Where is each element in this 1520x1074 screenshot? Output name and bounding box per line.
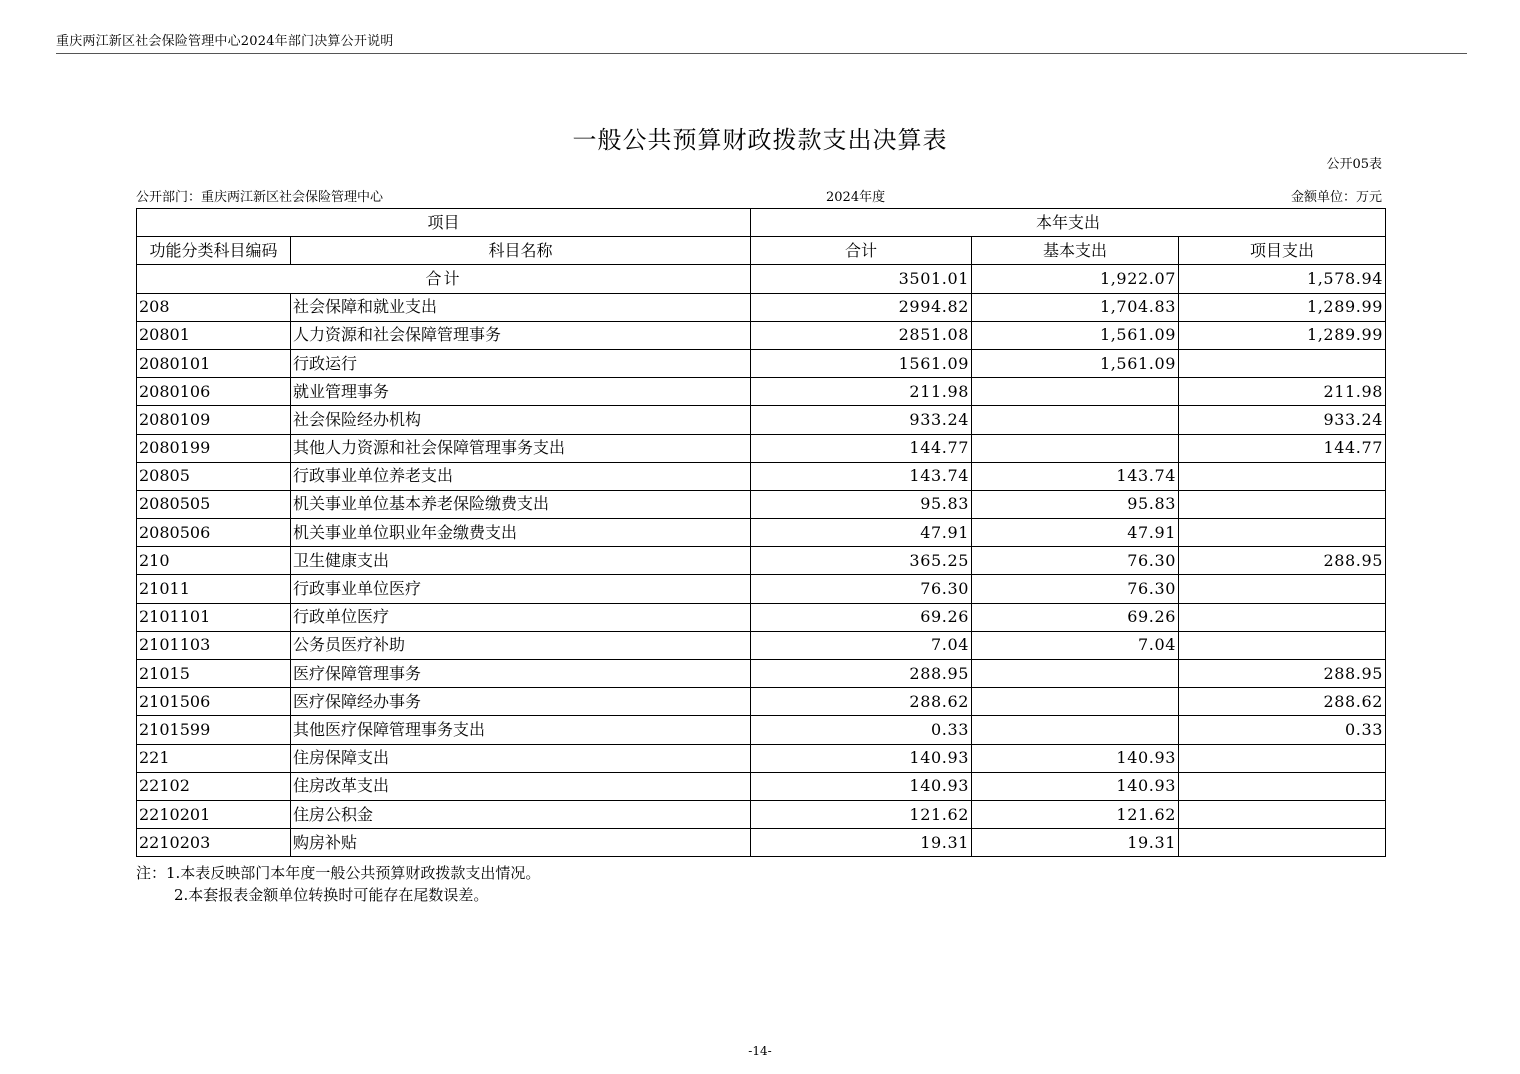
form-code: 公开05表: [1326, 157, 1382, 172]
row-code: 2101599: [137, 716, 291, 744]
row-name: 住房公积金: [291, 800, 751, 828]
row-basic: 47.91: [972, 519, 1179, 547]
row-basic: [972, 434, 1179, 462]
table-row: [137, 349, 1386, 377]
row-code: 2080109: [137, 406, 291, 434]
row-name: 医疗保障管理事务: [291, 660, 751, 688]
row-basic: [972, 406, 1179, 434]
row-basic: 1,561.09: [972, 321, 1179, 349]
row-basic: 7.04: [972, 631, 1179, 659]
table-row: [137, 688, 1386, 716]
row-total: 76.30: [751, 575, 972, 603]
page-number: -14-: [748, 1044, 772, 1058]
table-row: [137, 378, 1386, 406]
table-row: [137, 406, 1386, 434]
row-basic: 121.62: [972, 800, 1179, 828]
table-body: [137, 265, 1386, 857]
row-code: 2101101: [137, 603, 291, 631]
row-total: 47.91: [751, 519, 972, 547]
total-amount: 3501.01: [751, 265, 972, 293]
meta-row: [136, 186, 1382, 206]
row-project: [1179, 490, 1386, 518]
row-total: 7.04: [751, 631, 972, 659]
row-code: 21015: [137, 660, 291, 688]
row-code: 20801: [137, 321, 291, 349]
table-notes: [136, 862, 540, 906]
row-code: 2210203: [137, 829, 291, 857]
row-basic: 140.93: [972, 772, 1179, 800]
row-name: 行政单位医疗: [291, 603, 751, 631]
row-name: 住房改革支出: [291, 772, 751, 800]
table-row: [137, 603, 1386, 631]
row-project: [1179, 603, 1386, 631]
total-row: [137, 265, 1386, 293]
table-row: [137, 631, 1386, 659]
column-header-project: 项目支出: [1179, 237, 1386, 265]
row-total: 211.98: [751, 378, 972, 406]
row-project: 288.62: [1179, 688, 1386, 716]
row-basic: 69.26: [972, 603, 1179, 631]
row-project: 288.95: [1179, 547, 1386, 575]
document-title: 一般公共预算财政拨款支出决算表: [572, 126, 948, 154]
row-project: [1179, 519, 1386, 547]
table-row: [137, 434, 1386, 462]
table-row: [137, 490, 1386, 518]
header-item: 项目: [137, 209, 751, 237]
row-name: 购房补贴: [291, 829, 751, 857]
row-code: 221: [137, 744, 291, 772]
row-project: [1179, 744, 1386, 772]
row-project: 1,289.99: [1179, 293, 1386, 321]
row-code: 2101103: [137, 631, 291, 659]
row-total: 933.24: [751, 406, 972, 434]
row-project: 933.24: [1179, 406, 1386, 434]
row-name: 其他医疗保障管理事务支出: [291, 716, 751, 744]
row-total: 121.62: [751, 800, 972, 828]
header-current-year: 本年支出: [751, 209, 1386, 237]
row-total: 19.31: [751, 829, 972, 857]
row-total: 143.74: [751, 462, 972, 490]
total-basic: 1,922.07: [972, 265, 1179, 293]
row-basic: 1,704.83: [972, 293, 1179, 321]
row-basic: 140.93: [972, 744, 1179, 772]
row-code: 2080505: [137, 490, 291, 518]
total-project: 1,578.94: [1179, 265, 1386, 293]
header-row-1: [137, 209, 1386, 237]
row-name: 行政运行: [291, 349, 751, 377]
row-basic: 1,561.09: [972, 349, 1179, 377]
row-code: 208: [137, 293, 291, 321]
row-total: 1561.09: [751, 349, 972, 377]
row-project: 0.33: [1179, 716, 1386, 744]
row-total: 365.25: [751, 547, 972, 575]
row-basic: 143.74: [972, 462, 1179, 490]
row-total: 140.93: [751, 772, 972, 800]
column-header-name: 科目名称: [291, 237, 751, 265]
row-basic: [972, 660, 1179, 688]
row-total: 144.77: [751, 434, 972, 462]
row-basic: 95.83: [972, 490, 1179, 518]
row-name: 公务员医疗补助: [291, 631, 751, 659]
row-code: 2080101: [137, 349, 291, 377]
fiscal-year: 2024年度: [826, 190, 886, 205]
header-row-2: [137, 237, 1386, 265]
row-code: 2101506: [137, 688, 291, 716]
row-name: 社会保障和就业支出: [291, 293, 751, 321]
table-row: [137, 660, 1386, 688]
row-total: 140.93: [751, 744, 972, 772]
row-total: 288.62: [751, 688, 972, 716]
row-total: 2851.08: [751, 321, 972, 349]
row-project: 288.95: [1179, 660, 1386, 688]
row-total: 288.95: [751, 660, 972, 688]
header-divider: [56, 53, 1467, 54]
row-code: 20805: [137, 462, 291, 490]
row-name: 卫生健康支出: [291, 547, 751, 575]
row-name: 医疗保障经办事务: [291, 688, 751, 716]
row-project: [1179, 772, 1386, 800]
row-basic: [972, 716, 1179, 744]
row-code: 2080199: [137, 434, 291, 462]
row-project: [1179, 349, 1386, 377]
amount-unit: 金额单位：万元: [1290, 190, 1382, 205]
table-row: [137, 800, 1386, 828]
column-header-total: 合计: [751, 237, 972, 265]
row-name: 其他人力资源和社会保障管理事务支出: [291, 434, 751, 462]
column-header-code: 功能分类科目编码: [137, 237, 291, 265]
expenditure-table: [136, 208, 1386, 857]
row-name: 机关事业单位基本养老保险缴费支出: [291, 490, 751, 518]
row-name: 行政事业单位医疗: [291, 575, 751, 603]
row-project: 211.98: [1179, 378, 1386, 406]
total-label: 合计: [137, 265, 751, 293]
row-code: 2210201: [137, 800, 291, 828]
row-project: 144.77: [1179, 434, 1386, 462]
table-row: [137, 462, 1386, 490]
row-name: 就业管理事务: [291, 378, 751, 406]
row-basic: 19.31: [972, 829, 1179, 857]
row-code: 2080106: [137, 378, 291, 406]
row-basic: 76.30: [972, 547, 1179, 575]
row-name: 住房保障支出: [291, 744, 751, 772]
row-basic: 76.30: [972, 575, 1179, 603]
row-project: [1179, 829, 1386, 857]
row-name: 人力资源和社会保障管理事务: [291, 321, 751, 349]
row-code: 2080506: [137, 519, 291, 547]
row-project: [1179, 575, 1386, 603]
table-row: [137, 547, 1386, 575]
table-row: [137, 744, 1386, 772]
row-total: 95.83: [751, 490, 972, 518]
page-header: 重庆两江新区社会保险管理中心2024年部门决算公开说明: [56, 34, 394, 49]
table-row: [137, 829, 1386, 857]
table-row: [137, 772, 1386, 800]
row-project: [1179, 631, 1386, 659]
row-project: [1179, 462, 1386, 490]
row-total: 0.33: [751, 716, 972, 744]
row-code: 210: [137, 547, 291, 575]
row-name: 机关事业单位职业年金缴费支出: [291, 519, 751, 547]
note-line-2: 2.本套报表金额单位转换时可能存在尾数误差。: [174, 886, 489, 904]
department-label: 公开部门：重庆两江新区社会保险管理中心: [136, 190, 384, 205]
table-row: [137, 716, 1386, 744]
table-row: [137, 321, 1386, 349]
note-line-1: 注：1.本表反映部门本年度一般公共预算财政拨款支出情况。: [136, 864, 541, 882]
table-row: [137, 575, 1386, 603]
row-total: 2994.82: [751, 293, 972, 321]
row-project: [1179, 800, 1386, 828]
row-basic: [972, 378, 1179, 406]
table-row: [137, 293, 1386, 321]
row-name: 社会保险经办机构: [291, 406, 751, 434]
row-code: 21011: [137, 575, 291, 603]
table-row: [137, 519, 1386, 547]
column-header-basic: 基本支出: [972, 237, 1179, 265]
row-basic: [972, 688, 1179, 716]
row-total: 69.26: [751, 603, 972, 631]
row-name: 行政事业单位养老支出: [291, 462, 751, 490]
row-code: 22102: [137, 772, 291, 800]
row-project: 1,289.99: [1179, 321, 1386, 349]
